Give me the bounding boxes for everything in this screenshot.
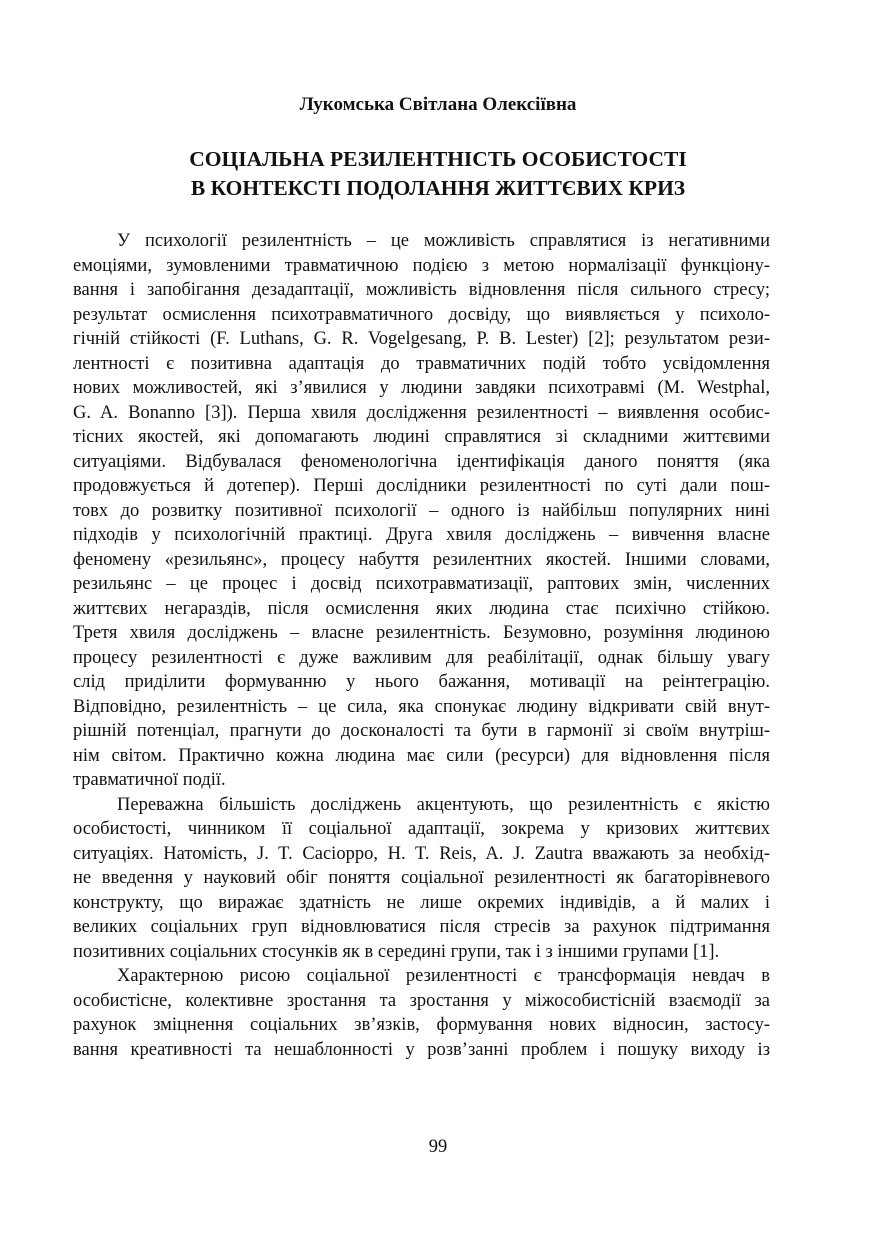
text-line: Характерною рисою соціальної резилентності є трансформація невдач в [117,966,770,986]
author-name: Лукомська Світлана Олексіївна [299,94,577,115]
paragraph [73,229,770,793]
text-line: Переважна більшість досліджень акцентують, що резилентність є якістю [117,794,770,815]
paragraph [73,793,770,965]
text-line: вання і запобігання дезадаптації, можливість відновлення після сильного стресу; [73,280,770,300]
text-line: продовжується й дотепер). Перші дослідники резилентності по суті дали пош- [73,476,770,496]
title-line: В КОНТЕКСТІ ПОДОЛАННЯ ЖИТТЄВИХ КРИЗ [190,176,686,200]
text-line: феномену «резильянс», процесу набуття резилентних якостей. Іншими словами, [73,549,770,570]
text-line: особистості, чинником її соціальної адаптації, зокрема у кризових життєвих [73,819,770,839]
text-line: G. A. Bonanno [3]). Перша хвиля дослідження резилентності – виявлення особис- [73,402,770,423]
text-line: ситуаціями. Відбувалася феноменологічна ідентифікація даного поняття (яка [73,451,770,472]
text-line: Третя хвиля досліджень – власне резилентність. Безумовно, розуміння людиною [73,623,770,643]
text-line: особистісне, колективне зростання та зростання у міжособистісній взаємодії за [73,990,770,1011]
page-number: 99 [428,1137,448,1157]
text-line: нім світом. Практично кожна людина має сили (ресурси) для відновлення після [73,745,770,766]
article-title [0,145,876,203]
text-line: рішній потенціал, прагнути до досконалості та бути в гармонії зі своїм внутріш- [73,721,770,741]
text-line: процесу резилентності є дуже важливим для реабілітації, однак більшу увагу [73,647,770,668]
text-line: емоціями, зумовленими травматичною подією з метою нормалізації функціону- [73,255,770,276]
text-line: великих соціальних груп відновлюватися після стресів за рахунок підтримання [73,917,770,937]
text-line: нових можливостей, які з’явилися у людини завдяки психотравмі (M. Westphal, [73,378,770,398]
text-line: гічній стійкості (F. Luthans, G. R. Vogelgesang, P. B. Lester) [2]; результатом рези- [73,329,770,349]
text-line: ситуаціях. Натомість, J. T. Cacioppo, H. T. Reis, A. J. Zautra вважають за необхід- [73,843,770,864]
text-line: життєвих негараздів, після осмислення яких людина стає психічно стійкою. [73,598,770,619]
text-line: травматичної події. [73,770,226,790]
text-line: товх до розвитку позитивної психології – одного із найбільш популярних нині [73,500,770,521]
title-line: СОЦІАЛЬНА РЕЗИЛЕНТНІСТЬ ОСОБИСТОСТІ [189,147,687,171]
text-line: вання креативності та нешаблонності у розв’занні проблем і пошуку виходу із [73,1039,770,1060]
text-line: не введення у науковий обіг поняття соціальної резилентності як багаторівневого [73,868,770,888]
text-line: слід приділити формуванню у нього бажання, мотивації на реінтеграцію. [73,672,770,692]
text-line: конструкту, що виражає здатність не лише окремих індивідів, а й малих і [73,892,770,913]
text-line: підходів у психологічній практиці. Друга хвиля досліджень – вивчення власне [73,525,770,545]
text-line: У психології резилентність – це можливість справлятися із негативними [117,231,770,251]
text-line: результат осмислення психотравматичного досвіду, що виявляється у психоло- [73,304,770,325]
text-line: резильянс – це процес і досвід психотравматизації, раптових змін, численних [73,574,770,594]
text-line: Відповідно, резилентність – це сила, яка спонукає людину відкривати свій внут- [73,696,770,717]
paragraph [73,964,770,1062]
article-body [73,229,770,1062]
text-line: рахунок зміцнення соціальних зв’язків, формування нових відносин, застосу- [73,1015,770,1035]
text-line: позитивних соціальних стосунків як в середині групи, так і з іншими групами [1]. [73,941,720,962]
text-line: лентності є позитивна адаптація до травматичних подій тобто усвідомлення [73,353,770,374]
text-line: тісних якостей, які допомагають людині справлятися зі складними життєвими [73,427,770,447]
